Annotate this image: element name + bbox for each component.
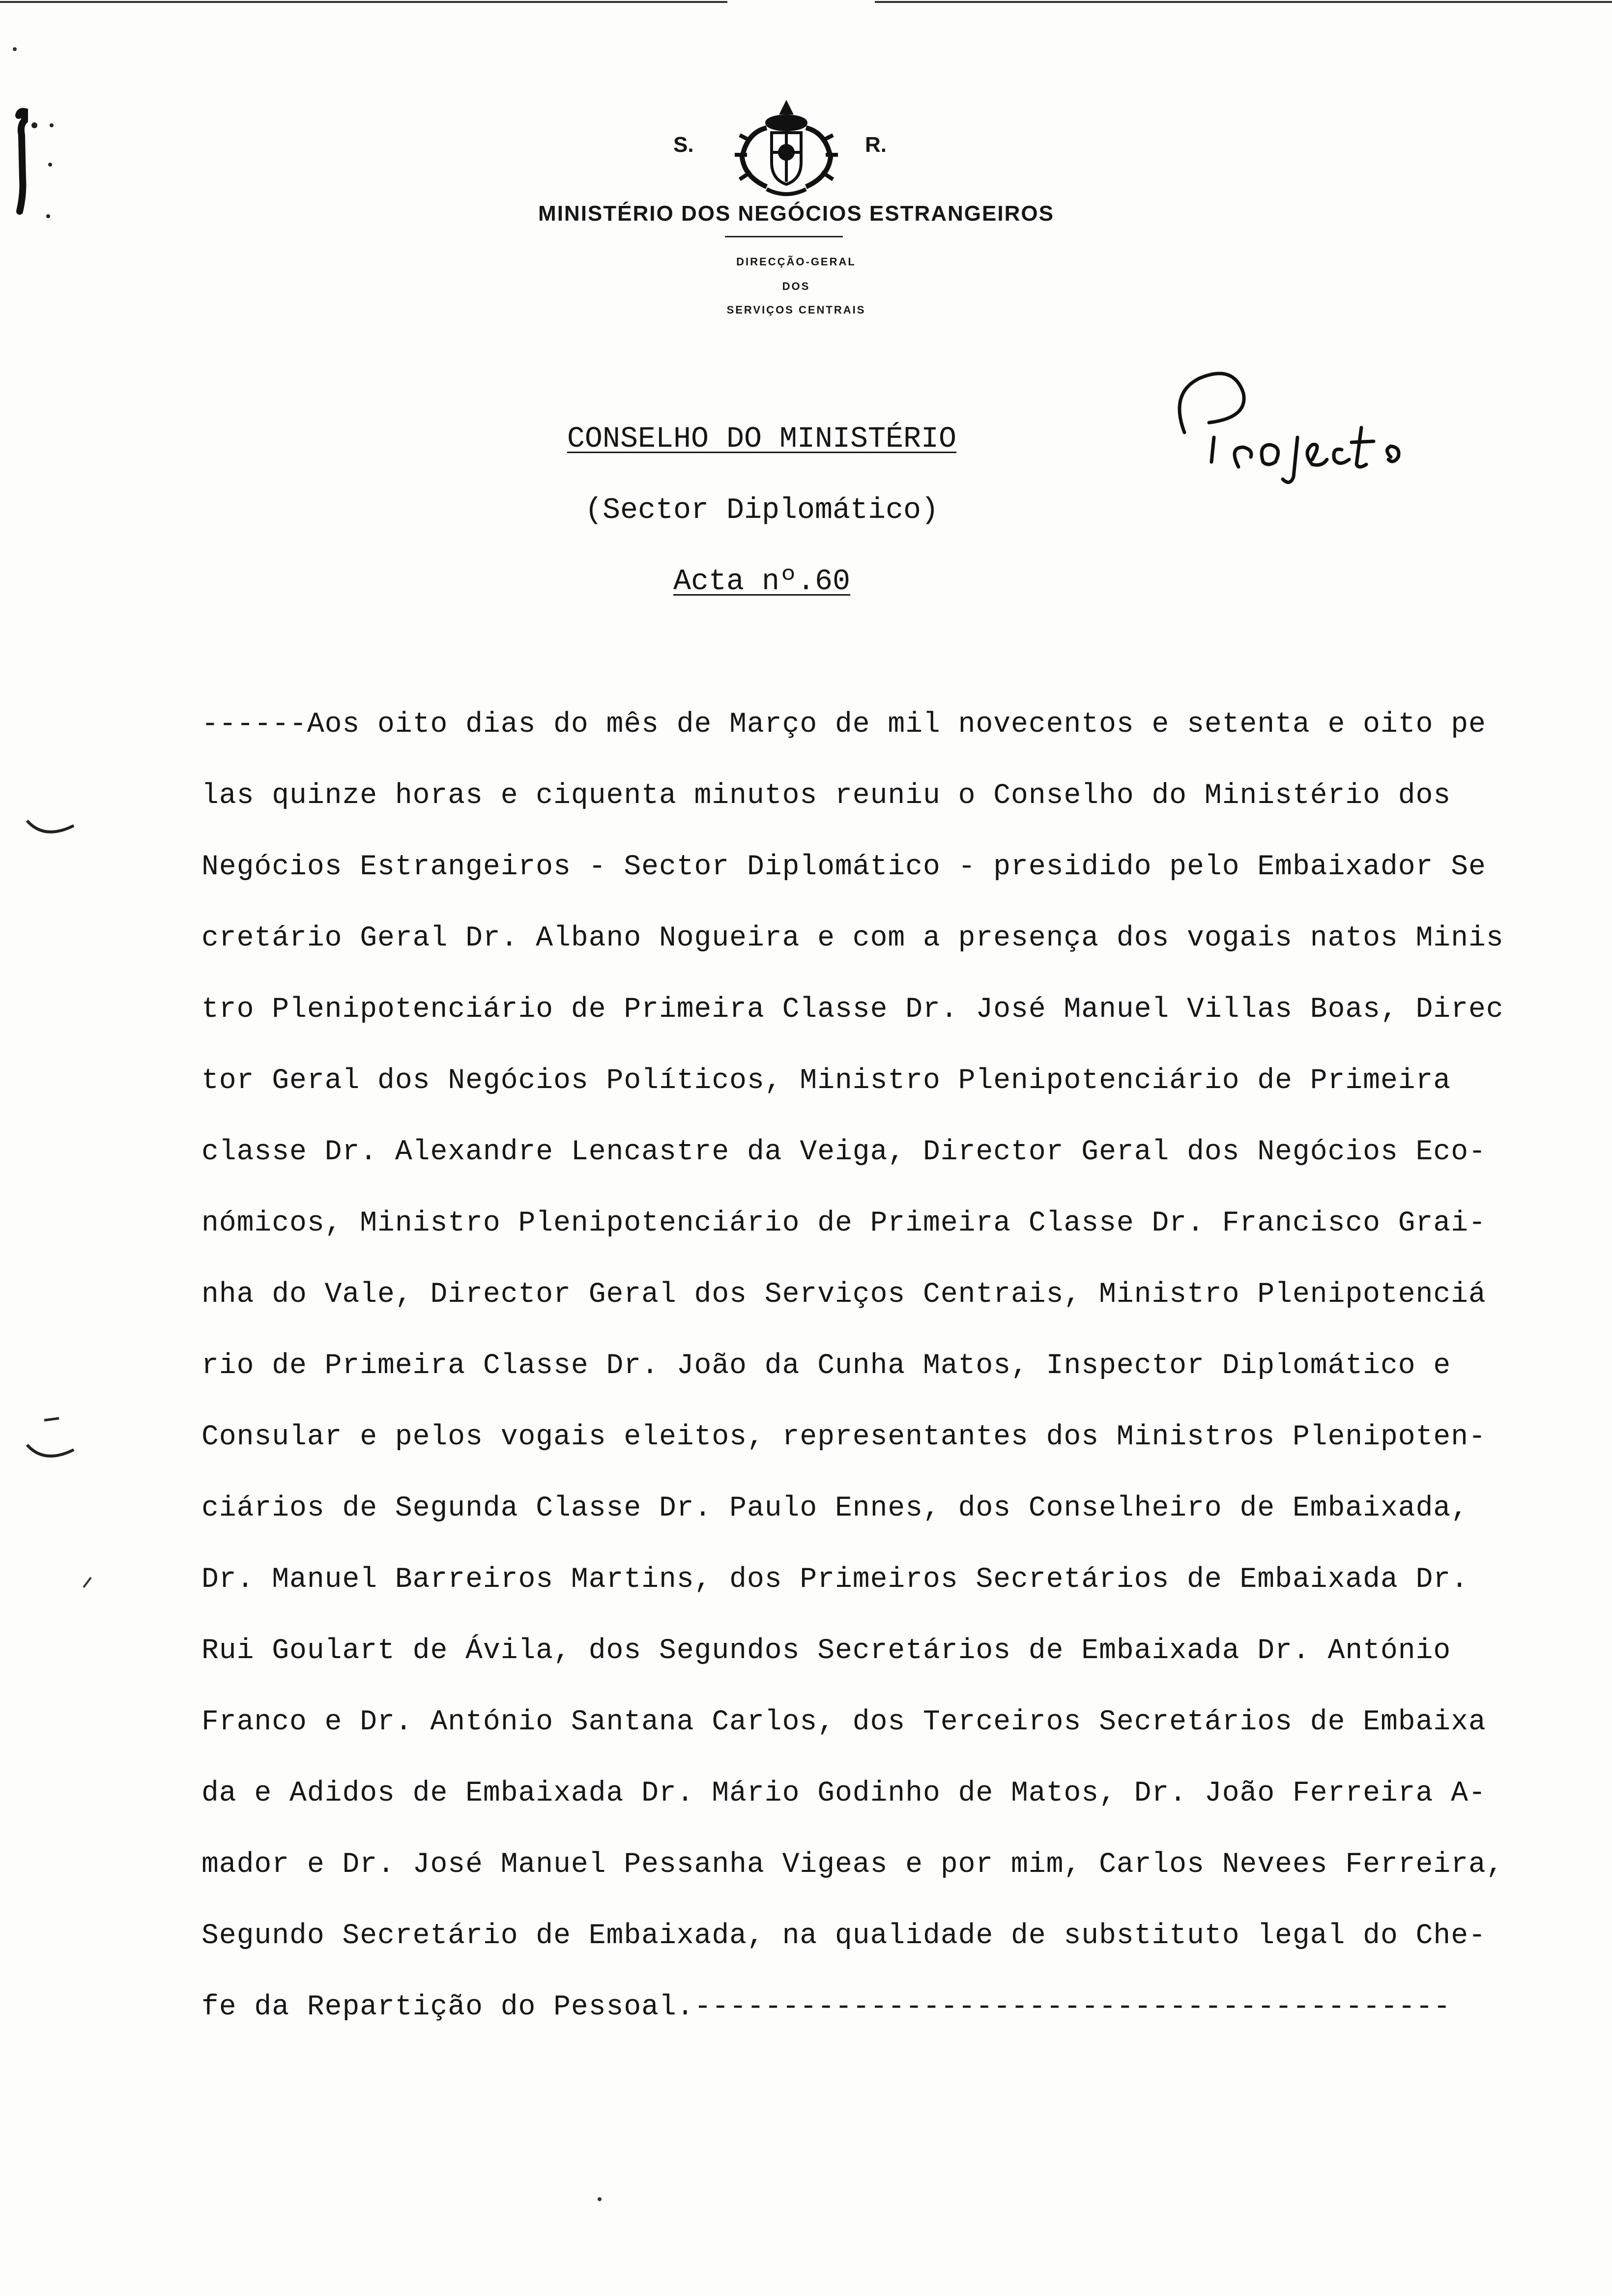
emblem-row: [452, 84, 1140, 201]
letterhead-right-letter: R.: [865, 133, 887, 157]
coat-of-arms-icon: [727, 93, 845, 201]
body-line-2: las quinze horas e ciquenta minutos reuniu o Conselho do Ministério dos: [202, 780, 1451, 812]
body-line-16: da e Adidos de Embaixada Dr. Mário Godinho de Matos, Dr. João Ferreira A-: [202, 1778, 1486, 1809]
body-line-10: rio de Primeira Classe Dr. João da Cunha Matos, Inspector Diplomático e: [202, 1350, 1451, 1382]
body-line-4: cretário Geral Dr. Albano Nogueira e com a presença dos vogais natos Minis: [202, 922, 1504, 954]
body-line-6: tor Geral dos Negócios Políticos, Ministro Plenipotenciário de Primeira: [202, 1065, 1451, 1097]
body-line-15: Franco e Dr. António Santana Carlos, dos Terceiros Secretários de Embaixa: [202, 1706, 1486, 1738]
ink-speck: [10, 44, 20, 54]
top-edge-line-left: [0, 1, 727, 3]
body-line-13: Dr. Manuel Barreiros Martins, dos Primeiros Secretários de Embaixada Dr.: [202, 1564, 1469, 1596]
body-line-5: tro Plenipotenciário de Primeira Classe Dr. José Manuel Villas Boas, Direc: [202, 994, 1504, 1026]
directorate-line-3: SERVIÇOS CENTRAIS: [726, 304, 866, 316]
body-line-9: nha do Vale, Director Geral dos Serviços Centrais, Ministro Plenipotenciá: [202, 1279, 1486, 1311]
ink-speck: [592, 2192, 607, 2207]
staple-mark: [5, 106, 59, 238]
body-line-17: mador e Dr. José Manuel Pessanha Vigeas e por mim, Carlos Nevees Ferreira,: [202, 1849, 1504, 1881]
ministry-divider: [725, 236, 843, 237]
body-line-3: Negócios Estrangeiros - Sector Diplomático - presidido pelo Embaixador Se: [202, 851, 1486, 883]
body-line-18: Segundo Secretário de Embaixada, na qualidade de substituto legal do Che-: [202, 1920, 1486, 1952]
body-line-11: Consular e pelos vogais eleitos, representantes dos Ministros Plenipoten-: [202, 1421, 1486, 1453]
body-line-12: ciários de Segunda Classe Dr. Paulo Ennes, dos Conselheiro de Embaixada,: [202, 1492, 1469, 1524]
body-line-19: fe da Repartição do Pessoal.-------------------------------------------: [202, 1991, 1451, 2023]
body-line-8: nómicos, Ministro Plenipotenciário de Primeira Classe Dr. Francisco Grai-: [202, 1207, 1486, 1239]
body-line-14: Rui Goulart de Ávila, dos Segundos Secretários de Embaixada Dr. António: [202, 1635, 1451, 1667]
letterhead-left-letter: S.: [673, 133, 694, 157]
punch-hole-mark: [25, 1415, 79, 1469]
top-edge-line-right: [875, 1, 1612, 3]
document-title: CONSELHO DO MINISTÉRIO: [567, 423, 957, 456]
acta-number: Acta nº.60: [673, 565, 851, 599]
body-line-1: ------Aos oito dias do mês de Março de mil novecentos e setenta e oito pe: [202, 709, 1486, 741]
document-subtitle: (Sector Diplomático): [584, 494, 939, 527]
directorate-line-1: DIRECÇÃO-GERAL: [736, 256, 856, 268]
punch-hole-mark: [25, 816, 79, 845]
handwritten-projecto-annotation: [1165, 364, 1440, 491]
letterhead: [452, 84, 1140, 316]
body-line-7: classe Dr. Alexandre Lencastre da Veiga, Director Geral dos Negócios Eco-: [202, 1136, 1486, 1168]
minutes-body: [202, 708, 1504, 2062]
directorate-line-2: DOS: [782, 280, 810, 292]
ink-speck: [79, 1573, 98, 1592]
ministry-name: MINISTÉRIO DOS NEGÓCIOS ESTRANGEIROS: [538, 201, 1054, 226]
